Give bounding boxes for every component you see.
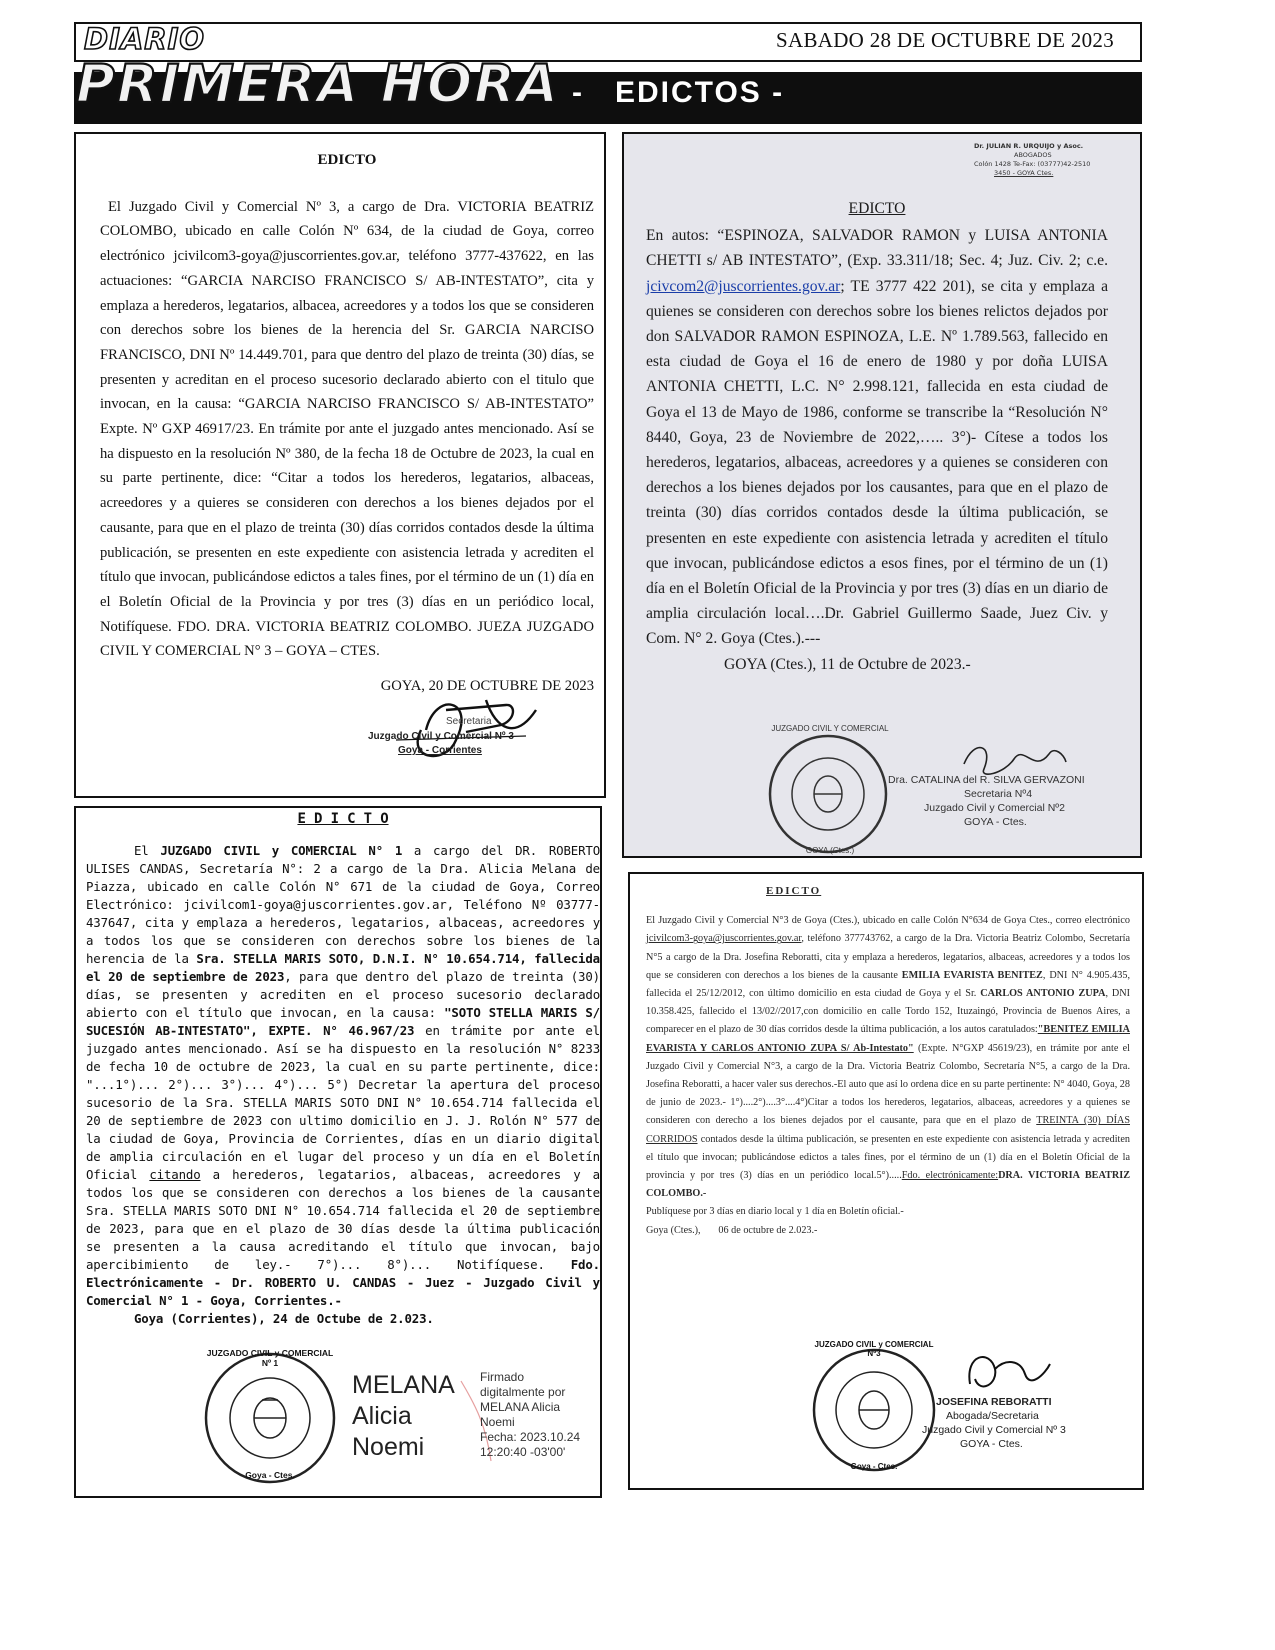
judge-name: DRA. VICTORIA BEATRIZ COLOMBO.-	[646, 1170, 1130, 1200]
brand-primera-hora: PRIMERA HORA	[76, 54, 560, 115]
section-title: - EDICTOS -	[572, 76, 785, 109]
deceased-name: Sra. STELLA MARIS SOTO, D.N.I. N° 10.654.714, fallecida el 20 de septiembre de 2023	[86, 951, 600, 984]
signer-first-name: Alicia	[352, 1402, 412, 1430]
digital-line: Noemi	[480, 1415, 515, 1429]
signer-name: Dra. CATALINA del R. SILVA GERVAZONI	[888, 774, 1085, 786]
body-part: El Juzgado Civil y Comercial N°3 de Goya (Ctes.), ubicado en calle Colón N°634 de Goya Ctes., correo electrónico	[646, 915, 1130, 927]
place-date: GOYA, 20 DE OCTUBRE DE 2023	[380, 678, 594, 695]
edicto-benitez	[628, 872, 1144, 1490]
seal-bottom-text: Goya - Ctes.	[245, 1470, 295, 1480]
seal-text: JUZGADO CIVIL y COMERCIAL Nº3	[814, 1340, 934, 1358]
digital-signature-info	[480, 1370, 580, 1460]
signer-court: Juzgado Civil y Comercial Nº 3	[922, 1424, 1066, 1436]
place-date: GOYA (Ctes.), 11 de Octubre de 2023.-	[724, 655, 971, 673]
firm-city: 3450 - GOYA Ctes.	[994, 169, 1054, 177]
signer-middle-name: Noemi	[352, 1433, 425, 1461]
brand-diario: DIARIO	[84, 22, 206, 56]
digital-line: digitalmente por	[480, 1385, 566, 1399]
stamp-juzgado: Juzgado Civil y Comercial Nº 3	[368, 731, 514, 742]
edicto-title: EDICTO	[848, 200, 906, 217]
body-part: , para que dentro del plazo de treinta (30) días, se presenten y acrediten en el proceso sucesorio declarado abierto con el título que invocan, en la causa:	[86, 969, 600, 1020]
firm-name: Dr. JULIAN R. URQUIJO y Asoc.	[974, 142, 1084, 150]
digital-line: Fecha: 2023.10.24	[480, 1430, 581, 1444]
court-name: JUZGADO CIVIL y COMERCIAL N° 1	[160, 843, 403, 858]
firm-address: Colón 1428 Te-Fax: (03777)42-2510	[974, 160, 1091, 168]
seal-text: JUZGADO CIVIL Y COMERCIAL	[771, 724, 889, 733]
body-part: contados desde la última publicación, se presenten en este expediente con asistencia letrada y acrediten el título que invocan; publicándose edictos a tales fines, por el término de un (1) día en el Boletín Oficial de la provincia y por tres (3) días en un periódico local.5°).....	[646, 1133, 1130, 1182]
deceased-name-2: CARLOS ANTONIO ZUPA	[980, 988, 1106, 1000]
edicto-title: EDICTO	[766, 885, 822, 897]
publication-date: SABADO 28 DE OCTUBRE DE 2023	[776, 28, 1114, 52]
publication-note: Publíquese por 3 días en diario local y 1 día en Boletín oficial.-	[646, 1206, 904, 1218]
edicto-body	[646, 912, 1130, 1203]
signature	[950, 1344, 1060, 1404]
signed-electronically: Fdo. electrónicamente:	[901, 1170, 999, 1182]
digital-line: Firmado	[480, 1370, 525, 1384]
digital-line: MELANA Alicia	[480, 1400, 561, 1414]
body-part: a herederos, legatarios, albaceas, acreedores y a todos los que se consideren con derechos a los bienes de la causante Sra. STELLA MARIS SOTO DNI N° 10.654.714 fallecida el 20 de septiembre de 2023, para que en el plazo de 30 días desde la última publicación se presenten a la causa acreditando el título que invocan, bajo apercibimiento de ley.- 7°)... 8°)... Notifíquese.	[86, 1167, 600, 1272]
signer-surname: MELANA	[352, 1371, 455, 1399]
signature-line: Fdo. Electrónicamente - Dr. ROBERTO U. CANDAS - Juez - Juzgado Civil y Comercial N° 1 - Goya, Corrientes.-	[86, 1257, 600, 1308]
edicto-title: E D I C T O	[297, 811, 389, 827]
court-email-link[interactable]: jcivcom2@juscorrientes.gov.ar	[646, 277, 841, 295]
body-part: (Expte. N°GXP 45619/23), en trámite por ante el Juzgado Civil y Comercial N°3, a cargo de la Dra. Victoria Beatriz Colombo, Secretaría N°5, a cargo de la Dra. Josefina Reboratti, a hacer valer sus derechos.-El auto que así lo ordena dice en su parte pertinente: N° 4040, Goya, 28 de junio de 2023.- 1°)....2°)....3°....4°)Citar a todos los herederos, legatarios, albaceas, acreedores y a quienes se consideren con derecho a los bienes dejados por el causante, para que en el plazo de	[646, 1042, 1130, 1127]
digital-line: 12:20:40 -03'00'	[480, 1445, 566, 1459]
case-title: "BENITEZ EMILIA EVARISTA Y CARLOS ANTONIO ZUPA S/ Ab-Intestato"	[646, 1024, 1130, 1054]
law-firm-header	[974, 142, 1114, 178]
signer-name: JOSEFINA REBORATTI	[936, 1396, 1052, 1408]
court-seal	[766, 732, 890, 856]
signature-stamp	[366, 670, 566, 790]
firm-role: ABOGADOS	[1014, 151, 1052, 159]
body-part: en trámite por ante el juzgado antes mencionado. Así se ha dispuesto en la resolución N° 8233 de fecha 10 de octubre de 2023, la cual en su parte pertinente, dice: "...1°)... 2°)... 3°)... 4°)... 5°) Decretar la apertura del proceso sucesorio de la Sra. STELLA MARIS SOTO DNI N° 10.654.714 fallecida el 20 de septiembre de 2023 con ultimo domicilio en J. J. Rolón N° 577 de la ciudad de Goya, Provincia de Corrientes, días en un diario digital de amplia circulación en el lugar del proceso y un día en el Boletín Oficial	[86, 1023, 600, 1182]
edicto-body: El Juzgado Civil y Comercial Nº 3, a cargo de Dra. VICTORIA BEATRIZ COLOMBO, ubicado en calle Colón Nº 634, de la ciudad de Goya, correo electrónico jcivilcom3-goya@juscorrientes.gov.ar, teléfono 3777-437622, en las actuaciones: “GARCIA NARCISO FRANCISCO S/ AB-INTESTATO”, cita y emplaza a herederos, legatarios, albacea, acreedores y a todos los que se consideren con derechos sobre los bienes de la herencia del Sr. GARCIA NARCISO FRANCISCO, DNI Nº 14.449.701, para que dentro del plazo de treinta (30) días, se presenten y acreditan en el proceso sucesorio declarado abierto con el titulo que invocan, en la causa: “GARCIA NARCISO FRANCISCO S/ AB-INTESTATO” Expte. Nº GXP 46917/23. En trámite por ante el juzgado antes mencionado. Así se ha dispuesto en la resolución Nº 380, de la fecha 18 de Octubre de 2023, la cual en su parte pertinente, dice: “Citar a todos los herederos, legatarios, albaceas, acreedores y a quieres se consideren con derechos a los bienes dejados por el causante, para que en el plazo de treinta (30) días corridos contados desde la última publicación, se presenten en este expediente con asistencia letrada y acrediten el título que invocan, publicándose edictos a tales fines, por el término de un (1) día en el Boletín Oficial de la Provincia y por tres (3) días en un periódico local, Notifíquese. FDO. DRA. VICTORIA BEATRIZ COLOMBO. JUEZA JUZGADO CIVIL Y COMERCIAL N° 3 – GOYA – CTES.	[100, 198, 594, 660]
edicto-body	[86, 842, 600, 1310]
body-part: En autos: “ESPINOZA, SALVADOR RAMON y LUISA ANTONIA CHETTI s/ AB INTESTATO”, (Exp. 33.311/18; Sec. 4; Juz. Civ. 2; c.e.	[646, 227, 1108, 270]
place-date: Goya (Ctes.), 06 de octubre de 2.023.-	[646, 1224, 818, 1236]
stamp-city: Goya - Corrientes	[398, 745, 482, 756]
body-part-underlined: citando	[149, 1167, 201, 1182]
body-part: a cargo del DR. ROBERTO ULISES CANDAS, Secretaría N°: 2 a cargo de la Dra. Alicia Melana de Piazza, ubicado en calle Colón N° 671 de la ciudad de Goya, Correo Electrónico: jcivilcom1-goya@juscorrientes.gov.ar, Teléfono Nº 03777-437647, cita y emplaza a herederos, legatarios, albaceas, acreedores y a todos los que se consideren con derechos sobre los bienes de la herencia de la	[86, 843, 600, 966]
stamp-secretaria: Secretaria	[446, 716, 492, 727]
signer-role: Secretaria Nº4	[964, 788, 1033, 800]
body-part: ; TE 3777 422 201), se cita y emplaza a quienes se consideren con derechos sobre los bienes relictos dejados por don SALVADOR RAMON ESPINOZA, L.E. Nº 1.789.563, fallecido en esta ciudad de Goya el 16 de enero de 1980 y por doña LUISA ANTONIA CHETTI, L.C. N° 2.998.121, fallecida en esta ciudad de Goya el 13 de Mayo de 1986, conforme se transcribe la “Resolución N° 8440, Goya, 23 de Noviembre de 2022,….. 3°)- Cítese a todos los herederos, legatarios, albaceas, acreedores y a quienes se consideren con derechos a los bienes dejados por los causantes, para que en el plazo de treinta (30) días corridos contados desde la última publicación, se presenten en este expediente con asistencia letrada y acrediten el título que invocan, publicándose edictos a esos fines, por el término de un (1) día en el Boletín Oficial de la Provincia y por tres (3) días en un diario de amplia circulación local….Dr. Gabriel Guillermo Saade, Juez Civ. y Com. N° 2. Goya (Ctes.).---	[646, 277, 1108, 648]
seal-bottom-text: GOYA (Ctes.)	[805, 846, 855, 855]
seal-bottom-text: Goya - Ctes.	[850, 1462, 898, 1471]
signer-city: GOYA - Ctes.	[960, 1438, 1023, 1450]
body-part: , DNI N° 4.905.435, fallecida el 25/12/2012, con último domicilio en esta ciudad de Goya y el Sr.	[646, 969, 1130, 1000]
signer-name	[352, 1370, 455, 1463]
court-seal	[810, 1346, 938, 1474]
edicto-garcia	[74, 132, 606, 798]
seal-text: JUZGADO CIVIL y COMERCIAL Nº 1	[206, 1348, 334, 1368]
case-title: "SOTO STELLA MARIS S/ SUCESIÓN AB-INTESTATO", EXPTE. N° 46.967/23	[86, 1005, 600, 1038]
court-email-link[interactable]: jcivilcom3-goya@juscorrientes.gov.ar	[646, 933, 802, 945]
edicto-soto	[74, 806, 602, 1498]
deceased-name-1: EMILIA EVARISTA BENITEZ	[901, 969, 1043, 981]
signer-court: Juzgado Civil y Comercial Nº2	[924, 802, 1065, 814]
body-part: , teléfono 377743762, a cargo de la Dra. Victoria Beatriz Colombo, Secretaría N°5 a cargo de la Dra. Josefina Reboratti, cita y emplaza a herederos, legatarios, albaceas, acreedores y a todos los que se consideren con derechos a los bienes de la causante	[646, 933, 1130, 981]
edicto-body	[646, 223, 1108, 651]
edicto-espinoza	[622, 132, 1142, 858]
edicto-title: EDICTO	[317, 152, 377, 168]
body-part: , DNI 10.358.425, fallecido el 13/02//2017,con domicilio en calle Tordo 152, Ituzaingó, Provincia de Buenos Aires, a comparecer en el plazo de 30 días corridos desde la última publicación, a los autos caratulados:	[646, 988, 1131, 1036]
body-part: El	[134, 843, 161, 858]
court-seal	[202, 1350, 338, 1486]
signer-city: GOYA - Ctes.	[964, 816, 1027, 828]
signer-role: Abogada/Secretaria	[946, 1410, 1039, 1422]
term-underlined: TREINTA (30) DÍAS CORRIDOS	[646, 1115, 1130, 1145]
place-date: Goya (Corrientes), 24 de Octube de 2.023.	[134, 1311, 434, 1326]
